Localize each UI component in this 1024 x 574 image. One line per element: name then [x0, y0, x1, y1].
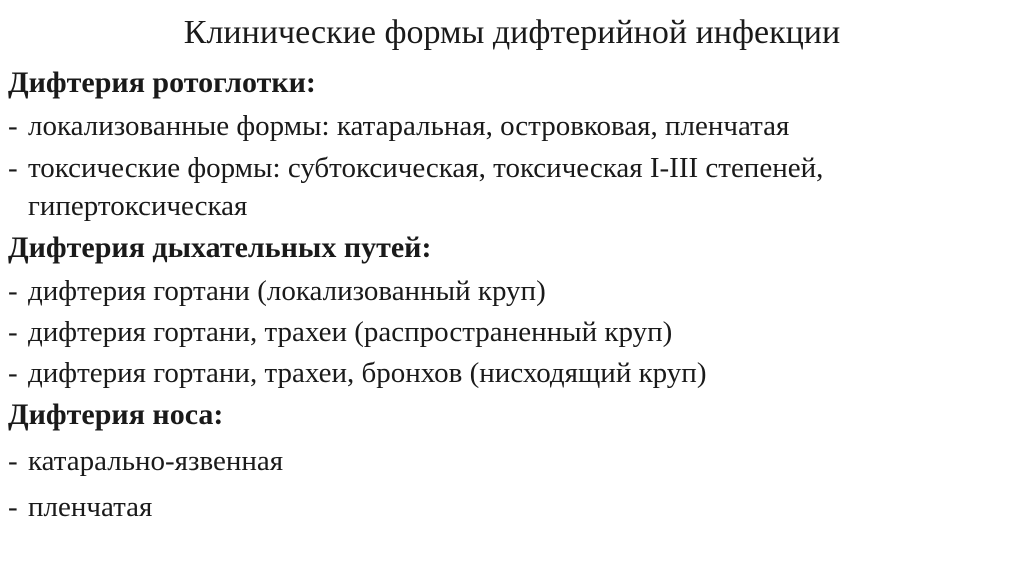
bullet-dash: - [8, 357, 18, 389]
list-item [8, 442, 1008, 480]
bullet-dash: - [8, 275, 18, 307]
section-heading-respiratory: Дифтерия дыхательных путей: [8, 231, 432, 264]
section-heading-nose: Дифтерия носа: [8, 398, 224, 431]
slide-content [8, 62, 1008, 526]
list-item [8, 488, 1008, 526]
list-item-text: дифтерия гортани, трахеи (распространенный круп) [28, 316, 673, 348]
list-item [8, 107, 1008, 145]
bullet-dash: - [8, 316, 18, 348]
list-item-text: токсические формы: субтоксическая, токсическая I-III степеней, гипертоксическая [28, 152, 824, 222]
bullet-dash: - [8, 491, 18, 523]
list-item-text: дифтерия гортани (локализованный круп) [28, 275, 546, 307]
list-item [8, 272, 1008, 310]
list-item-text: локализованные формы: катаральная, островковая, пленчатая [28, 110, 790, 142]
list-item [8, 149, 1008, 225]
list-item-text: пленчатая [28, 491, 153, 523]
list-item-text: дифтерия гортани, трахеи, бронхов (нисходящий круп) [28, 357, 707, 389]
bullet-dash: - [8, 110, 18, 142]
list-item-text: катарально-язвенная [28, 445, 284, 477]
bullet-dash: - [8, 445, 18, 477]
slide-title: Клинические формы дифтерийной инфекции [183, 14, 841, 51]
bullet-dash: - [8, 152, 18, 184]
list-item [8, 313, 1008, 351]
section-heading-oropharynx: Дифтерия ротоглотки: [8, 66, 316, 99]
list-item [8, 354, 1008, 392]
